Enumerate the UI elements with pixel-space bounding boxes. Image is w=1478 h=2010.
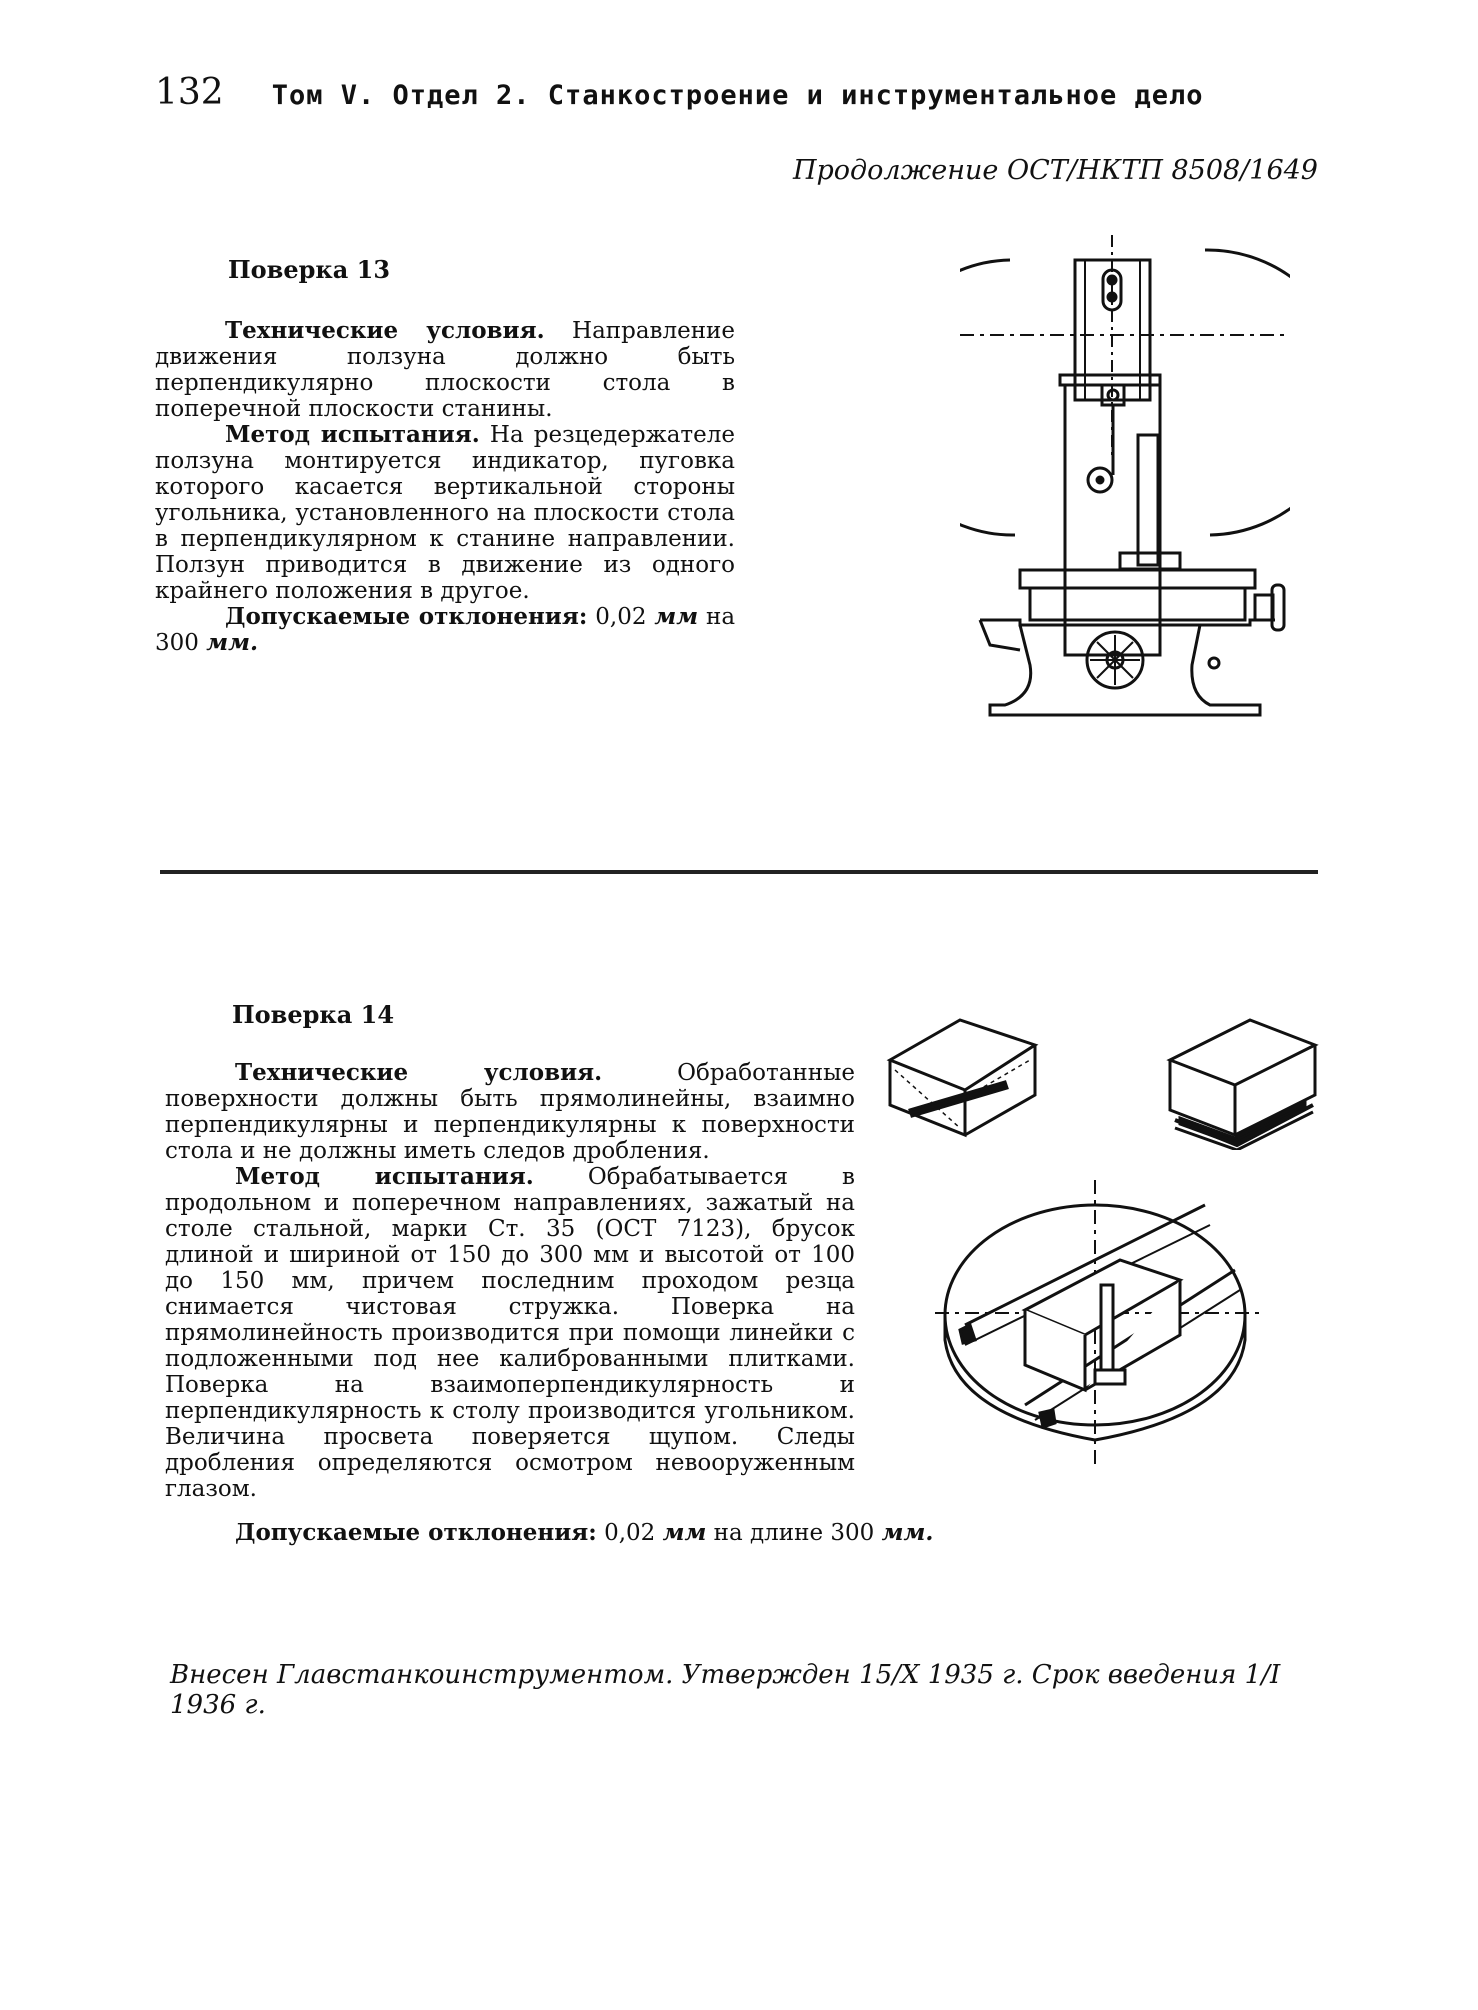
running-title: Том V. Отдел 2. Станкостроение и инструментальное дело	[271, 80, 1204, 111]
page-number: 132	[155, 72, 224, 113]
tolerance-unit: мм	[662, 1519, 707, 1546]
method-label: Метод испытания.	[235, 1163, 534, 1190]
tolerance-length: на 300	[155, 604, 736, 656]
approval-footer: Внесен Главстанкоинструментом. Утвержден 15/X 1935 г. Срок введения 1/I 1936 г.	[170, 1660, 1281, 1720]
section-14-body	[165, 1060, 855, 1502]
tolerance-label: Допускаемые отклонения:	[235, 1519, 597, 1546]
workpiece-block-diagram-left	[885, 1010, 1050, 1140]
section-13-title: Поверка 13	[228, 255, 391, 284]
tolerance-unit-2: мм.	[206, 629, 258, 656]
tolerance-label: Допускаемые отклонения:	[225, 603, 588, 630]
tolerance-value: 0,02	[604, 1520, 656, 1546]
tech-label: Технические условия.	[235, 1059, 603, 1086]
method-text: На резцедержателе ползуна монтируется индикатор, пуговка которого касается вертикальной стороны угольника, установленного на плоскости стола в перпендикулярном к станине направлении. Ползун приводится в движение из одного крайнего положения в другое.	[155, 422, 735, 604]
method-label: Метод испытания.	[225, 421, 480, 448]
tech-text: Направление движения ползуна должно быть перпендикулярно плоскости стола в поперечной плоскости станины.	[155, 318, 735, 422]
tolerance-unit: мм	[654, 603, 699, 630]
tolerance-value: 0,02	[595, 604, 647, 630]
tolerance-unit-2: мм.	[881, 1519, 934, 1546]
tech-label: Технические условия.	[225, 317, 545, 344]
tech-text: Обработанные поверхности должны быть прямолинейны, взаимно перпендикулярны и перпендикулярны к поверхности стола и не должны иметь следов дробления.	[165, 1060, 855, 1164]
page-header	[155, 72, 1355, 113]
machine-diagram-13	[960, 235, 1290, 725]
section-13-body	[155, 318, 735, 656]
continuation-note: Продолжение ОСТ/НКТП 8508/1649	[792, 155, 1318, 186]
section-14-title: Поверка 14	[232, 1000, 395, 1029]
method-text: Обрабатывается в продольном и поперечном направлениях, зажатый на столе стальной, марки Ст. 35 (ОСТ 7123), брусок длиной и шириной от 150 до 300 мм и высотой от 100 до 150 мм, причем последним проходом резца снимается чистовая стружка. Поверка на прямолинейность производится при помощи линейки с подложенными под нее калиброванными плитками. Поверка на взаимоперпендикулярность и перпендикулярность к столу производится угольником. Величина просвета поверяется щупом. Следы дробления определяются осмотром невооруженным глазом.	[165, 1164, 855, 1502]
tolerance-length: на длине 300	[713, 1520, 875, 1546]
section-divider	[160, 870, 1318, 874]
section-14-tolerance	[235, 1520, 1135, 1546]
rotary-table-diagram	[935, 1165, 1260, 1475]
workpiece-block-diagram-right	[1165, 1010, 1325, 1150]
